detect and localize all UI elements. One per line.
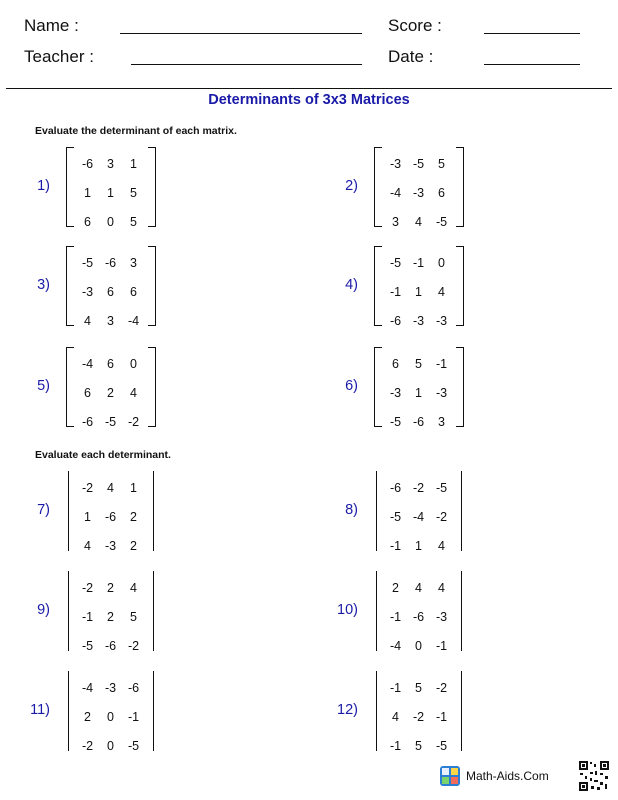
matrix-row — [76, 610, 146, 639]
matrix-cell: 0 — [107, 215, 114, 229]
matrix-row — [76, 581, 146, 610]
matrix-row — [76, 481, 146, 510]
matrix-cell: 5 — [438, 157, 445, 171]
matrix-cell: 6 — [130, 285, 137, 299]
matrix-cell: 2 — [84, 710, 91, 724]
matrix-cell: 4 — [107, 481, 114, 495]
matrix-cell: -1 — [389, 539, 402, 553]
right-bar — [461, 571, 462, 651]
matrix — [66, 347, 156, 429]
left-bracket — [374, 347, 382, 427]
problem-number: 1) — [37, 178, 50, 194]
left-bar — [68, 471, 69, 551]
left-bar — [376, 671, 377, 751]
calculator-logo-icon — [440, 766, 460, 786]
matrix — [374, 246, 464, 328]
matrix-cell: -6 — [389, 314, 402, 328]
matrix-cell: -1 — [389, 681, 402, 695]
matrix-cell: 3 — [392, 215, 399, 229]
matrix-cell: 5 — [415, 739, 422, 753]
problem-number: 7) — [37, 502, 50, 518]
matrix-row — [384, 539, 454, 568]
matrix-cell: 6 — [84, 386, 91, 400]
date-line — [484, 64, 580, 65]
matrix-row — [76, 539, 146, 568]
matrix-cell: -5 — [127, 739, 140, 753]
problem-number: 9) — [37, 602, 50, 618]
problem-number: 4) — [345, 277, 358, 293]
matrix-row — [76, 415, 146, 444]
matrix-row — [384, 256, 454, 285]
matrix — [66, 246, 156, 328]
matrix-cell: 6 — [107, 285, 114, 299]
matrix-cell: -5 — [104, 415, 117, 429]
matrix-row — [384, 639, 454, 668]
matrix-cell: 5 — [130, 186, 137, 200]
matrix-cell: -2 — [412, 481, 425, 495]
matrix-cell: 1 — [84, 510, 91, 524]
matrix-instruction: Evaluate the determinant of each matrix. — [35, 125, 237, 137]
problem-number: 8) — [345, 502, 358, 518]
matrix-row — [76, 386, 146, 415]
matrix-cell: -3 — [389, 157, 402, 171]
matrix-cell: -3 — [81, 285, 94, 299]
matrix-cell: 4 — [415, 581, 422, 595]
matrix-cell: 2 — [107, 581, 114, 595]
matrix-cell: -3 — [435, 314, 448, 328]
matrix-cell: -1 — [412, 256, 425, 270]
matrix-cell: -5 — [389, 415, 402, 429]
determinant-instruction: Evaluate each determinant. — [35, 449, 171, 461]
matrix-cell: -6 — [104, 510, 117, 524]
matrix-cell: -1 — [389, 285, 402, 299]
determinant — [374, 671, 464, 753]
matrix-cell: 4 — [415, 215, 422, 229]
left-bracket — [66, 347, 74, 427]
matrix-cell: -3 — [389, 386, 402, 400]
matrix-cell: 5 — [130, 215, 137, 229]
matrix-cell: 4 — [392, 710, 399, 724]
matrix-cell: 3 — [107, 314, 114, 328]
matrix-cell: -1 — [81, 610, 94, 624]
matrix-cell: -5 — [412, 157, 425, 171]
matrix-cell: -6 — [104, 256, 117, 270]
matrix-cell: -6 — [104, 639, 117, 653]
matrix-cell: -2 — [435, 681, 448, 695]
matrix-cell: -2 — [412, 710, 425, 724]
matrix-row — [76, 314, 146, 343]
determinant — [66, 471, 156, 553]
matrix-cell: 4 — [438, 539, 445, 553]
matrix-row — [384, 157, 454, 186]
matrix-row — [76, 285, 146, 314]
matrix-cell: 3 — [107, 157, 114, 171]
matrix-row — [76, 256, 146, 285]
score-label: Score : — [388, 16, 442, 35]
problem-number: 5) — [37, 378, 50, 394]
matrix-cell: -3 — [412, 314, 425, 328]
determinant — [66, 671, 156, 753]
matrix-cell: 1 — [130, 481, 137, 495]
matrix-cell: -3 — [104, 539, 117, 553]
matrix-cell: 1 — [415, 386, 422, 400]
matrix-cell: -5 — [389, 510, 402, 524]
matrix-cell: -1 — [389, 739, 402, 753]
matrix-row — [384, 215, 454, 244]
left-bar — [376, 471, 377, 551]
matrix-cell: 6 — [107, 357, 114, 371]
matrix-cell: -5 — [435, 739, 448, 753]
matrix-cell: -4 — [81, 681, 94, 695]
matrix-cell: -1 — [127, 710, 140, 724]
matrix-cell: 1 — [130, 157, 137, 171]
matrix-row — [384, 386, 454, 415]
matrix-cell: 4 — [130, 581, 137, 595]
matrix-cell: -4 — [127, 314, 140, 328]
matrix-cell: -6 — [412, 415, 425, 429]
matrix-row — [384, 610, 454, 639]
right-bar — [461, 471, 462, 551]
matrix-cell: -5 — [389, 256, 402, 270]
matrix-cell: 6 — [392, 357, 399, 371]
matrix-cell: -4 — [389, 639, 402, 653]
matrix-row — [76, 639, 146, 668]
qr-code-icon — [578, 760, 610, 792]
matrix-cell: -6 — [81, 415, 94, 429]
matrix-cell: -5 — [435, 215, 448, 229]
matrix-cell: -3 — [412, 186, 425, 200]
problem-number: 11) — [30, 702, 50, 718]
right-bracket — [456, 147, 464, 227]
matrix-row — [384, 710, 454, 739]
matrix-cell: -6 — [127, 681, 140, 695]
matrix-row — [384, 481, 454, 510]
matrix-cell: -1 — [389, 610, 402, 624]
matrix-row — [384, 415, 454, 444]
matrix-row — [76, 710, 146, 739]
matrix-cell: 0 — [107, 739, 114, 753]
matrix-cell: 1 — [415, 539, 422, 553]
problem-number: 10) — [337, 602, 358, 618]
matrix-cell: -2 — [81, 739, 94, 753]
matrix-cell: 1 — [107, 186, 114, 200]
matrix — [374, 147, 464, 229]
problem-number: 6) — [345, 378, 358, 394]
matrix-row — [76, 681, 146, 710]
matrix-row — [384, 357, 454, 386]
matrix-row — [76, 215, 146, 244]
matrix-cell: 1 — [415, 285, 422, 299]
matrix-cell: 2 — [107, 610, 114, 624]
matrix-row — [384, 510, 454, 539]
matrix-cell: -2 — [81, 481, 94, 495]
right-bar — [461, 671, 462, 751]
header-divider — [6, 88, 612, 89]
matrix-cell: -6 — [81, 157, 94, 171]
left-bracket — [66, 147, 74, 227]
name-label: Name : — [24, 16, 79, 35]
matrix-row — [76, 510, 146, 539]
right-bar — [153, 571, 154, 651]
determinant — [374, 571, 464, 653]
right-bar — [153, 471, 154, 551]
teacher-label: Teacher : — [24, 47, 94, 66]
matrix-cell: -1 — [435, 639, 448, 653]
problem-number: 2) — [345, 178, 358, 194]
matrix-cell: 4 — [438, 285, 445, 299]
teacher-line — [131, 64, 362, 65]
site-brand: Math-Aids.Com — [466, 769, 549, 783]
matrix — [66, 147, 156, 229]
matrix-row — [384, 186, 454, 215]
left-bracket — [66, 246, 74, 326]
left-bar — [68, 671, 69, 751]
matrix-cell: -3 — [104, 681, 117, 695]
matrix-cell: 6 — [438, 186, 445, 200]
matrix-cell: -6 — [412, 610, 425, 624]
matrix-cell: 0 — [415, 639, 422, 653]
score-line — [484, 33, 580, 34]
matrix-cell: 5 — [415, 681, 422, 695]
matrix-cell: 0 — [107, 710, 114, 724]
determinant — [374, 471, 464, 553]
matrix-row — [384, 285, 454, 314]
matrix-cell: 2 — [107, 386, 114, 400]
matrix-row — [76, 739, 146, 768]
matrix-cell: -5 — [81, 256, 94, 270]
matrix — [374, 347, 464, 429]
matrix-cell: -5 — [435, 481, 448, 495]
left-bar — [376, 571, 377, 651]
right-bracket — [148, 347, 156, 427]
matrix-cell: -4 — [81, 357, 94, 371]
matrix-cell: 6 — [84, 215, 91, 229]
name-line — [120, 33, 362, 34]
matrix-cell: -5 — [81, 639, 94, 653]
matrix-cell: 2 — [130, 539, 137, 553]
matrix-cell: -4 — [412, 510, 425, 524]
matrix-cell: -2 — [81, 581, 94, 595]
worksheet-title: Determinants of 3x3 Matrices — [208, 92, 410, 108]
matrix-cell: 3 — [438, 415, 445, 429]
matrix-cell: -4 — [389, 186, 402, 200]
right-bar — [153, 671, 154, 751]
problem-number: 3) — [37, 277, 50, 293]
matrix-row — [384, 581, 454, 610]
matrix-cell: -6 — [389, 481, 402, 495]
left-bar — [68, 571, 69, 651]
matrix-cell: -2 — [127, 639, 140, 653]
matrix-cell: -3 — [435, 386, 448, 400]
matrix-row — [384, 681, 454, 710]
matrix-cell: 3 — [130, 256, 137, 270]
right-bracket — [148, 246, 156, 326]
left-bracket — [374, 147, 382, 227]
matrix-row — [76, 186, 146, 215]
left-bracket — [374, 246, 382, 326]
matrix-cell: 5 — [130, 610, 137, 624]
matrix-cell: 5 — [415, 357, 422, 371]
matrix-cell: 2 — [392, 581, 399, 595]
matrix-cell: -2 — [127, 415, 140, 429]
matrix-cell: -1 — [435, 710, 448, 724]
right-bracket — [456, 347, 464, 427]
matrix-cell: 2 — [130, 510, 137, 524]
date-label: Date : — [388, 47, 434, 66]
matrix-cell: 4 — [84, 539, 91, 553]
determinant — [66, 571, 156, 653]
matrix-row — [76, 157, 146, 186]
matrix-cell: 4 — [130, 386, 137, 400]
matrix-cell: 0 — [130, 357, 137, 371]
matrix-row — [76, 357, 146, 386]
matrix-cell: 0 — [438, 256, 445, 270]
matrix-row — [384, 739, 454, 768]
right-bracket — [148, 147, 156, 227]
problem-number: 12) — [337, 702, 358, 718]
matrix-cell: 1 — [84, 186, 91, 200]
matrix-row — [384, 314, 454, 343]
matrix-cell: 4 — [84, 314, 91, 328]
matrix-cell: -3 — [435, 610, 448, 624]
matrix-cell: -2 — [435, 510, 448, 524]
matrix-cell: -1 — [435, 357, 448, 371]
right-bracket — [456, 246, 464, 326]
matrix-cell: 4 — [438, 581, 445, 595]
